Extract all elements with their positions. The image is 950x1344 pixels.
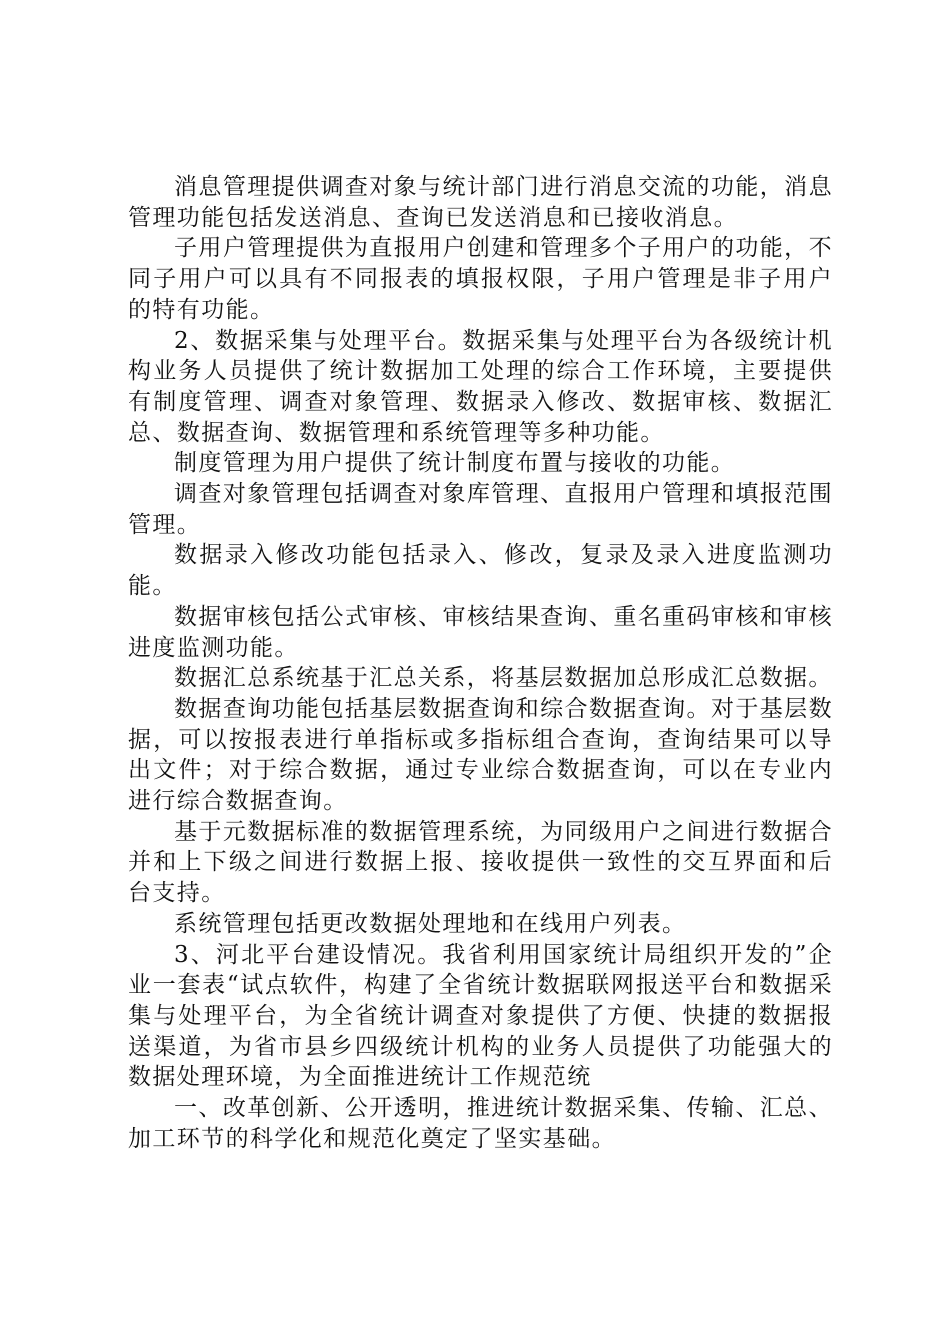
paragraph-metadata-management: 基于元数据标准的数据管理系统，为同级用户之间进行数据合并和上下级之间进行数据上报、接收提供一致性的交互界面和后台支持。 (128, 818, 833, 907)
paragraph-system-admin: 系统管理包括更改数据处理地和在线用户列表。 (174, 910, 687, 937)
paragraph-hebei-platform: 3、河北平台建设情况。我省利用国家统计局组织开发的”企业一套表“试点软件，构建了全省统计数据联网报送平台和数据采集与处理平台，为全省统计调查对象提供了方便、快捷的数据报送渠道，为省市县乡四级统计机构的业务人员提供了功能强大的数据处理环境，为全面推进统计工作规范统 (128, 941, 833, 1091)
paragraph-sub-user-management: 子用户管理提供为直报用户创建和管理多个子用户的功能，不同子用户可以具有不同报表的填报权限，子用户管理是非子用户的特有功能。 (128, 235, 833, 323)
paragraph-reform-innovation: 一、改革创新、公开透明，推进统计数据采集、传输、汇总、加工环节的科学化和规范化奠定了坚实基础。 (128, 1095, 833, 1152)
paragraph-survey-object-management: 调查对象管理包括调查对象库管理、直报用户管理和填报范围管理。 (128, 481, 833, 538)
paragraph-data-summary: 数据汇总系统基于汇总关系，将基层数据加总形成汇总数据。 (174, 665, 833, 692)
paragraph-system-management-intro: 制度管理为用户提供了统计制度布置与接收的功能。 (174, 450, 736, 477)
paragraph-data-platform: 2、数据采集与处理平台。数据采集与处理平台为各级统计机构业务人员提供了统计数据加工处理的综合工作环境，主要提供有制度管理、调查对象管理、数据录入修改、数据审核、数据汇总、数据查询、数据管理和系统管理等多种功能。 (128, 327, 833, 446)
paragraph-data-entry: 数据录入修改功能包括录入、修改，复录及录入进度监测功能。 (128, 542, 833, 600)
paragraph-data-query: 数据查询功能包括基层数据查询和综合数据查询。对于基层数据，可以按报表进行单指标或多指标组合查询，查询结果可以导出文件；对于综合数据，通过专业综合数据查询，可以在专业内进行综合数据查询。 (128, 695, 833, 815)
paragraph-message-management: 消息管理提供调查对象与统计部门进行消息交流的功能，消息管理功能包括发送消息、查询已发送消息和已接收消息。 (128, 174, 833, 231)
paragraph-data-audit: 数据审核包括公式审核、审核结果查询、重名重码审核和审核进度监测功能。 (128, 603, 833, 661)
document-body (128, 172, 833, 1155)
